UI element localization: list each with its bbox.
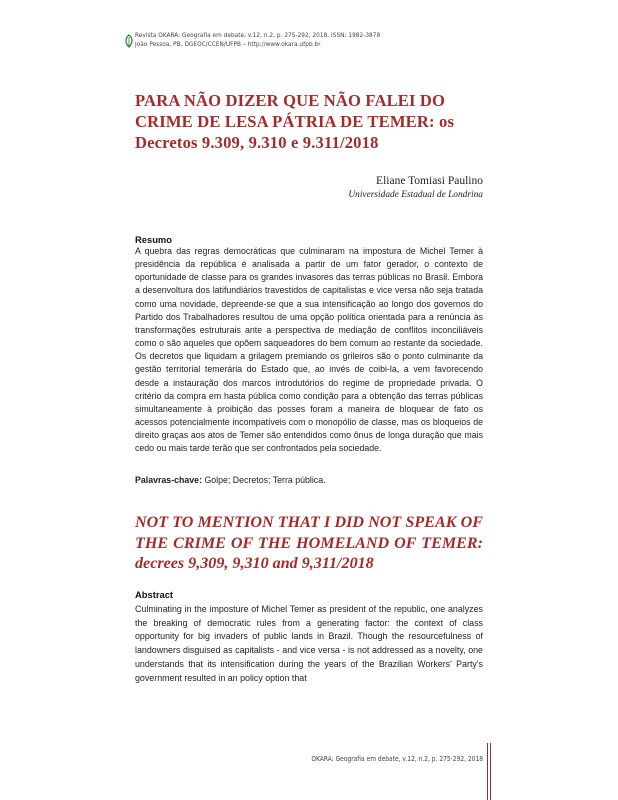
keywords-label: Palavras-chave:	[135, 475, 202, 485]
keywords	[135, 475, 326, 485]
footer-rule	[490, 743, 491, 800]
journal-header-line1: Revista OKARA: Geografia em debate, v.12, n.2, p. 275-292, 2018. ISSN: 1982-3878	[135, 31, 381, 39]
journal-header	[135, 31, 380, 49]
author-block	[348, 174, 483, 202]
article-title-pt: PARA NÃO DIZER QUE NÃO FALEI DO CRIME DE LESA PÁTRIA DE TEMER: os Decretos 9.309, 9.310 e 9.311/2018	[135, 91, 455, 152]
okara-leaf-icon	[124, 34, 134, 48]
resumo-heading: Resumo	[135, 234, 172, 245]
resumo-text: A quebra das regras democráticas que culminaram na impostura de Michel Temer à presidência da república é analisada a partir de um fator gerador, o contexto de oportunidade de classe para os grandes invasores das terras públicas no Brasil. Embora a desenvoltura dos latifundiários travestidos de capitalistas e vice versa não seja tratada como uma novidade, depreende-se que a sua intensificação ao longo dos governos do Partido dos Trabalhadores resultou de uma opção política orientada para a renúncia às transformações estruturais ante a perspectiva de mediação de conflitos inconciliáveis como o são aqueles que opõem saqueadores do bem comum ao restante da sociedade. Os decretos que liquidam a grilagem premiando os grileiros são o ponto culminante da gestão territorial temerária do Estado que, ao invés de coibi-la, a vem favorecendo desde a instauração dos marcos introdutórios do regime de propriedade privada. O critério da compra em hasta pública como condição para a obtenção das terras públicas simultaneamente à proibição das posses foram a maneira de bloquear de fato os acessos potencialmente incompatíveis com o monopólio de classe, mas os bloqueios de direito graças aos atos de Temer são entendidos como ônus de longa duração que mais cedo ou mais tarde terão que ser confrontados pela sociedade.	[135, 246, 483, 454]
footer-rule	[487, 743, 488, 800]
abstract-text: Culminating in the imposture of Michel Temer as president of the republic, one analyzes the breaking of democratic rules from a generating factor: the context of class opportunity for big invaders of public lands in Brazil. Though the resourcefulness of landowners disguised as capitalists - and vice versa - is not addressed as a novelty, one understands that its intensification during the years of the Brazilian Workers' Party's government resulted in an policy option that	[135, 604, 483, 683]
abstract-heading: Abstract	[135, 589, 174, 600]
page-footer: OKARA: Geografia em debate, v.12, n.2, p. 275-292, 2018	[311, 755, 483, 763]
author-name: Eliane Tomiasi Paulino	[376, 175, 483, 187]
article-title-en: NOT TO MENTION THAT I DID NOT SPEAK OF THE CRIME OF THE HOMELAND OF TEMER: decrees 9,309, 9,310 and 9,311/2018	[135, 514, 483, 572]
author-affiliation: Universidade Estadual de Londrina	[348, 190, 483, 200]
journal-header-line2: João Pessoa, PB, DGEOC/CCEN/UFPB – http://www.okara.ufpb.br	[135, 40, 321, 48]
keywords-values: Golpe; Decretos; Terra pública.	[202, 475, 326, 485]
